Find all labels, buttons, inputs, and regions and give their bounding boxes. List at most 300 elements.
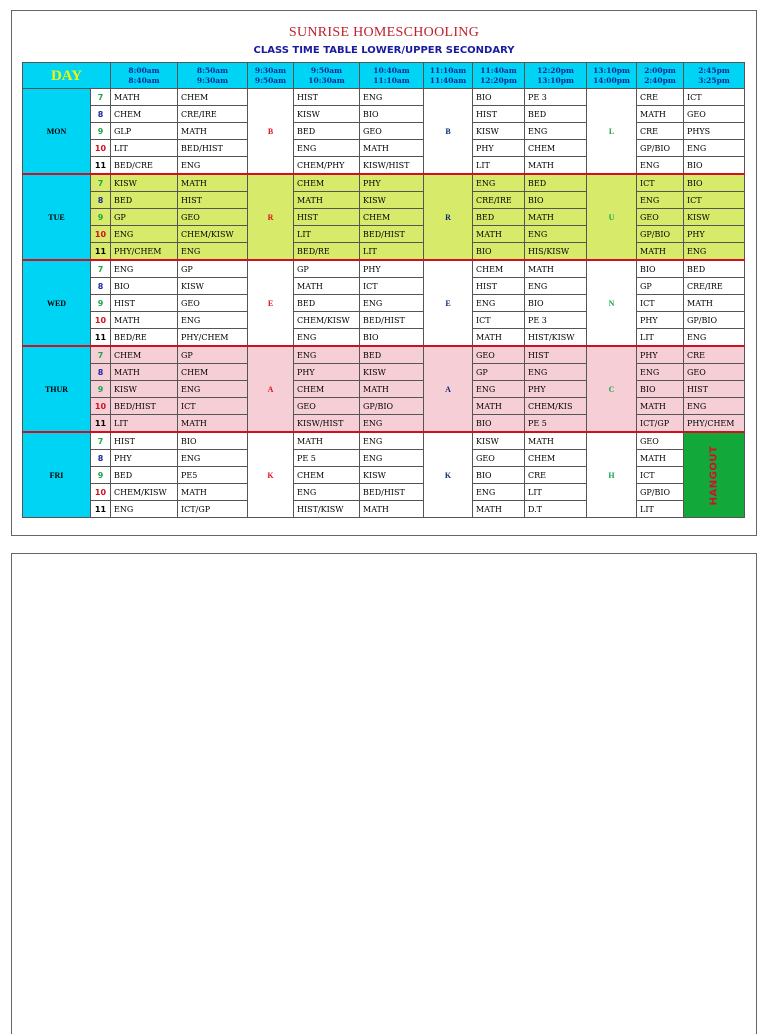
subject-cell: GP (111, 209, 178, 226)
table-row (23, 450, 745, 467)
subject-cell: MATH (637, 106, 684, 123)
period-number: 7 (91, 89, 111, 106)
period-number: 10 (91, 312, 111, 329)
subject-cell: BED (525, 174, 587, 192)
subject-cell: ENG (178, 450, 248, 467)
subject-cell: CRE/IRE (473, 192, 525, 209)
subject-cell: MATH (473, 329, 525, 347)
table-row (23, 295, 745, 312)
slot-start: 2:00pm (644, 65, 676, 75)
table-row (23, 432, 745, 450)
period-number: 7 (91, 346, 111, 364)
subject-cell: BIO (111, 278, 178, 295)
period-number: 9 (91, 295, 111, 312)
subject-cell: PHYS (684, 123, 745, 140)
subject-cell: ENG (178, 312, 248, 329)
subject-cell: ENG (178, 381, 248, 398)
subject-cell: GP (637, 278, 684, 295)
break-letter: R (248, 174, 294, 260)
table-row (23, 501, 745, 518)
day-label: MON (23, 89, 91, 175)
subject-cell: ENG (294, 140, 360, 157)
subject-cell: HIS/KISW (525, 243, 587, 261)
subject-cell: ENG (473, 484, 525, 501)
table-row (23, 226, 745, 243)
subject-cell: CHEM (473, 260, 525, 278)
break-letter: N (587, 260, 637, 346)
subject-cell: PHY/CHEM (111, 243, 178, 261)
subject-cell: GLP (111, 123, 178, 140)
subject-cell: BIO (684, 174, 745, 192)
school-title: SUNRISE HOMESCHOOLING (288, 25, 480, 40)
subject-cell: CHEM/KISW (294, 312, 360, 329)
table-row (23, 192, 745, 209)
hangout-block (684, 432, 745, 518)
subject-cell: MATH (637, 398, 684, 415)
subject-cell: GP (294, 260, 360, 278)
subject-cell: ENG (525, 123, 587, 140)
subject-cell: ENG (684, 329, 745, 347)
break-letter: K (248, 432, 294, 518)
subject-cell: BIO (360, 106, 424, 123)
subject-cell: ENG (178, 243, 248, 261)
table-row (23, 381, 745, 398)
subject-cell: ICT (178, 398, 248, 415)
subject-cell: MATH (525, 260, 587, 278)
subject-cell: GEO (637, 209, 684, 226)
subject-cell: MATH (637, 450, 684, 467)
subject-cell: BIO (178, 432, 248, 450)
subject-cell: BIO (637, 260, 684, 278)
slot-end: 8:40am (128, 75, 160, 85)
subject-cell: BED (473, 209, 525, 226)
table-row (23, 346, 745, 364)
period-number: 11 (91, 243, 111, 261)
subject-cell: KISW (360, 364, 424, 381)
table-row (23, 312, 745, 329)
subject-cell: CHEM (111, 346, 178, 364)
subject-cell: PE 5 (525, 415, 587, 433)
subject-cell: CRE/IRE (684, 278, 745, 295)
subject-cell: CRE/IRE (178, 106, 248, 123)
subject-cell: KISW (111, 381, 178, 398)
subject-cell: CHEM (294, 174, 360, 192)
break-letter: K (424, 432, 473, 518)
slot-end: 9:30am (196, 75, 229, 85)
break-letter: E (248, 260, 294, 346)
subject-cell: BED/RE (294, 243, 360, 261)
period-number: 9 (91, 381, 111, 398)
slot-start: 8:50am (196, 65, 229, 75)
subject-cell: HIST (111, 295, 178, 312)
subject-cell: CHEM (294, 467, 360, 484)
subject-cell: PHY (473, 140, 525, 157)
subject-cell: GEO (360, 123, 424, 140)
subject-cell: PHY/CHEM (684, 415, 745, 433)
subject-cell: CHEM/KISW (178, 226, 248, 243)
subject-cell: ENG (360, 295, 424, 312)
subject-cell: ENG (178, 157, 248, 175)
period-number: 8 (91, 364, 111, 381)
break-letter: H (587, 432, 637, 518)
slot-end: 11:10am (373, 75, 410, 85)
subject-cell: HIST/KISW (294, 501, 360, 518)
table-row (23, 398, 745, 415)
subject-cell: CHEM (111, 106, 178, 123)
subject-cell: BIO (360, 329, 424, 347)
slot-start: 8:00am (128, 65, 160, 75)
subject-cell: LIT (473, 157, 525, 175)
subject-cell: PHY (111, 450, 178, 467)
slot-start: 2:45pm (698, 65, 730, 75)
time-slot-header (178, 63, 248, 89)
slot-end: 13:10pm (537, 75, 574, 85)
subject-cell: BIO (684, 157, 745, 175)
subject-cell: HIST (684, 381, 745, 398)
table-row (23, 243, 745, 261)
blank-page (11, 553, 757, 1034)
subject-cell: KISW (111, 174, 178, 192)
subject-cell: GEO (684, 106, 745, 123)
break-letter: B (424, 89, 473, 175)
subject-cell: PHY (360, 174, 424, 192)
subject-cell: ENG (684, 398, 745, 415)
timetable-page (11, 10, 757, 536)
subject-cell: PHY (684, 226, 745, 243)
subject-cell: LIT (111, 415, 178, 433)
table-row (23, 467, 745, 484)
subject-cell: ENG (637, 192, 684, 209)
time-slot-header (525, 63, 587, 89)
slot-end: 11:40am (429, 75, 467, 85)
table-row (23, 415, 745, 433)
subject-cell: ENG (360, 89, 424, 106)
subject-cell: LIT (637, 329, 684, 347)
subject-cell: HIST/KISW (525, 329, 587, 347)
subject-cell: BIO (637, 381, 684, 398)
subject-cell: ENG (473, 381, 525, 398)
slot-start: 11:40am (480, 65, 517, 75)
subject-cell: ENG (294, 346, 360, 364)
period-number: 11 (91, 157, 111, 175)
subject-cell: ENG (111, 226, 178, 243)
subject-cell: LIT (525, 484, 587, 501)
day-label: TUE (23, 174, 91, 260)
subject-cell: MATH (294, 432, 360, 450)
table-row (23, 174, 745, 192)
table-row (23, 260, 745, 278)
subject-cell: PE 5 (294, 450, 360, 467)
table-row (23, 106, 745, 123)
time-slot-header (360, 63, 424, 89)
subject-cell: MATH (473, 501, 525, 518)
subject-cell: CHEM/KISW (111, 484, 178, 501)
subject-cell: MATH (525, 209, 587, 226)
subject-cell: MATH (525, 157, 587, 175)
subject-cell: HIST (294, 209, 360, 226)
table-row (23, 123, 745, 140)
subject-cell: PHY (637, 346, 684, 364)
subject-cell: BED/HIST (178, 140, 248, 157)
subject-cell: ICT (684, 192, 745, 209)
period-number: 8 (91, 192, 111, 209)
time-slot-header (294, 63, 360, 89)
subject-cell: KISW (473, 123, 525, 140)
slot-end: 3:25pm (698, 75, 730, 85)
subject-cell: KISW/HIST (294, 415, 360, 433)
break-letter: U (587, 174, 637, 260)
subject-cell: BED (294, 123, 360, 140)
subject-cell: CRE (525, 467, 587, 484)
break-letter: E (424, 260, 473, 346)
subject-cell: CHEM (525, 140, 587, 157)
subject-cell: CHEM/KIS (525, 398, 587, 415)
time-slot-header (424, 63, 473, 89)
subject-cell: PE5 (178, 467, 248, 484)
subject-cell: ICT (637, 467, 684, 484)
subject-cell: MATH (178, 484, 248, 501)
subject-cell: CHEM (525, 450, 587, 467)
subject-cell: LIT (294, 226, 360, 243)
subject-cell: ENG (637, 364, 684, 381)
period-number: 8 (91, 106, 111, 123)
time-slot-header (248, 63, 294, 89)
subject-cell: KISW (294, 106, 360, 123)
subject-cell: MATH (178, 123, 248, 140)
subject-cell: CHEM (178, 89, 248, 106)
table-row (23, 89, 745, 106)
period-number: 7 (91, 260, 111, 278)
subject-cell: MATH (525, 432, 587, 450)
period-number: 8 (91, 450, 111, 467)
subject-cell: HIST (473, 106, 525, 123)
break-letter: R (424, 174, 473, 260)
day-label: WED (23, 260, 91, 346)
subject-cell: ENG (525, 226, 587, 243)
subject-cell: BED (684, 260, 745, 278)
period-number: 9 (91, 209, 111, 226)
subject-cell: PHY (637, 312, 684, 329)
subject-cell: BIO (473, 415, 525, 433)
subject-cell: KISW (178, 278, 248, 295)
subject-cell: CHEM (360, 209, 424, 226)
table-row (23, 278, 745, 295)
subject-cell: ENG (525, 364, 587, 381)
subject-cell: GEO (473, 450, 525, 467)
subject-cell: GEO (637, 432, 684, 450)
subject-cell: ICT/GP (178, 501, 248, 518)
table-row (23, 484, 745, 501)
subject-cell: HIST (111, 432, 178, 450)
slot-end: 9:50am (254, 75, 287, 85)
period-number: 10 (91, 484, 111, 501)
subject-cell: KISW (360, 467, 424, 484)
slot-start: 13:10pm (593, 65, 630, 75)
subject-cell: BED (111, 467, 178, 484)
subject-cell: MATH (178, 174, 248, 192)
subject-cell: CRE (637, 123, 684, 140)
subject-cell: ICT (360, 278, 424, 295)
subject-cell: GP/BIO (360, 398, 424, 415)
subject-cell: KISW (473, 432, 525, 450)
break-letter: C (587, 346, 637, 432)
subject-cell: MATH (360, 501, 424, 518)
subject-cell: ENG (360, 450, 424, 467)
period-number: 7 (91, 174, 111, 192)
subject-cell: ENG (473, 295, 525, 312)
slot-start: 12:20pm (537, 65, 574, 75)
subject-cell: PE 3 (525, 89, 587, 106)
subject-cell: ENG (684, 140, 745, 157)
subject-cell: PHY (294, 364, 360, 381)
subject-cell: GEO (294, 398, 360, 415)
subject-cell: GEO (178, 209, 248, 226)
subject-cell: ENG (684, 243, 745, 261)
subject-cell: HIST (294, 89, 360, 106)
subject-cell: LIT (360, 243, 424, 261)
subject-cell: ENG (294, 484, 360, 501)
subject-cell: HIST (178, 192, 248, 209)
time-slot-header (111, 63, 178, 89)
subject-cell: BIO (525, 295, 587, 312)
day-label: THUR (23, 346, 91, 432)
subject-cell: ICT (637, 174, 684, 192)
slot-start: 11:10am (429, 65, 467, 75)
subject-cell: BIO (473, 89, 525, 106)
subject-cell: KISW (684, 209, 745, 226)
subject-cell: GP/BIO (637, 226, 684, 243)
subject-cell: GP (178, 346, 248, 364)
subject-cell: GP/BIO (637, 140, 684, 157)
subject-cell: BIO (525, 192, 587, 209)
period-number: 11 (91, 415, 111, 433)
day-header: DAY (23, 63, 111, 89)
time-slot-header (637, 63, 684, 89)
subject-cell: HIST (473, 278, 525, 295)
subject-cell: BED/RE (111, 329, 178, 347)
time-slot-header (473, 63, 525, 89)
subject-cell: GEO (178, 295, 248, 312)
subject-cell: GP (473, 364, 525, 381)
period-number: 11 (91, 329, 111, 347)
subject-cell: MATH (111, 312, 178, 329)
subject-cell: BED/HIST (360, 226, 424, 243)
subject-cell: PHY (525, 381, 587, 398)
subject-cell: GEO (473, 346, 525, 364)
break-letter: B (248, 89, 294, 175)
subject-cell: BED (360, 346, 424, 364)
subject-cell: BED/HIST (111, 398, 178, 415)
subject-cell: KISW (360, 192, 424, 209)
table-row (23, 209, 745, 226)
subject-cell: LIT (637, 501, 684, 518)
table-row (23, 140, 745, 157)
hangout-label: HANGOUT (708, 445, 720, 505)
subject-cell: MATH (111, 89, 178, 106)
subject-cell: MATH (178, 415, 248, 433)
period-number: 10 (91, 398, 111, 415)
timetable (22, 62, 745, 518)
period-number: 10 (91, 226, 111, 243)
subject-cell: MATH (473, 226, 525, 243)
subject-cell: MATH (473, 398, 525, 415)
subject-cell: BED (525, 106, 587, 123)
period-number: 9 (91, 467, 111, 484)
subject-cell: BED/CRE (111, 157, 178, 175)
subject-cell: MATH (111, 364, 178, 381)
subject-cell: ICT/GP (637, 415, 684, 433)
subject-cell: ENG (473, 174, 525, 192)
subject-cell: CHEM (294, 381, 360, 398)
subject-cell: CRE (684, 346, 745, 364)
break-letter: L (587, 89, 637, 175)
period-number: 9 (91, 123, 111, 140)
subject-cell: D.T (525, 501, 587, 518)
subject-cell: ICT (684, 89, 745, 106)
timetable-subtitle: CLASS TIME TABLE LOWER/UPPER SECONDARY (253, 45, 515, 56)
subject-cell: ENG (111, 260, 178, 278)
subject-cell: ENG (525, 278, 587, 295)
subject-cell: BED/HIST (360, 484, 424, 501)
subject-cell: GEO (684, 364, 745, 381)
slot-start: 9:30am (254, 65, 287, 75)
subject-cell: CRE (637, 89, 684, 106)
subject-cell: MATH (684, 295, 745, 312)
subject-cell: BIO (473, 243, 525, 261)
slot-end: 10:30am (308, 75, 345, 85)
break-letter: A (424, 346, 473, 432)
subject-cell: LIT (111, 140, 178, 157)
subject-cell: PHY/CHEM (178, 329, 248, 347)
subject-cell: MATH (360, 140, 424, 157)
subject-cell: ENG (111, 501, 178, 518)
time-slot-header (587, 63, 637, 89)
table-row (23, 329, 745, 347)
table-row (23, 157, 745, 175)
slot-end: 12:20pm (480, 75, 517, 85)
slot-end: 14:00pm (593, 75, 630, 85)
day-label: FRI (23, 432, 91, 518)
subject-cell: MATH (637, 243, 684, 261)
subject-cell: ENG (294, 329, 360, 347)
subject-cell: ICT (637, 295, 684, 312)
subject-cell: BED (111, 192, 178, 209)
period-number: 7 (91, 432, 111, 450)
subject-cell: MATH (294, 278, 360, 295)
table-row (23, 364, 745, 381)
slot-end: 2:40pm (644, 75, 676, 85)
subject-cell: GP/BIO (684, 312, 745, 329)
slot-start: 9:50am (310, 65, 343, 75)
subject-cell: BED (294, 295, 360, 312)
subject-cell: BIO (473, 467, 525, 484)
subject-cell: ENG (360, 432, 424, 450)
subject-cell: PHY (360, 260, 424, 278)
subject-cell: PE 3 (525, 312, 587, 329)
subject-cell: GP/BIO (637, 484, 684, 501)
period-number: 8 (91, 278, 111, 295)
subject-cell: MATH (360, 381, 424, 398)
subject-cell: MATH (294, 192, 360, 209)
break-letter: A (248, 346, 294, 432)
header-row (23, 63, 745, 89)
subject-cell: ENG (360, 415, 424, 433)
slot-start: 10:40am (373, 65, 410, 75)
subject-cell: BED/HIST (360, 312, 424, 329)
subject-cell: ENG (637, 157, 684, 175)
time-slot-header (684, 63, 745, 89)
subject-cell: CHEM/PHY (294, 157, 360, 175)
